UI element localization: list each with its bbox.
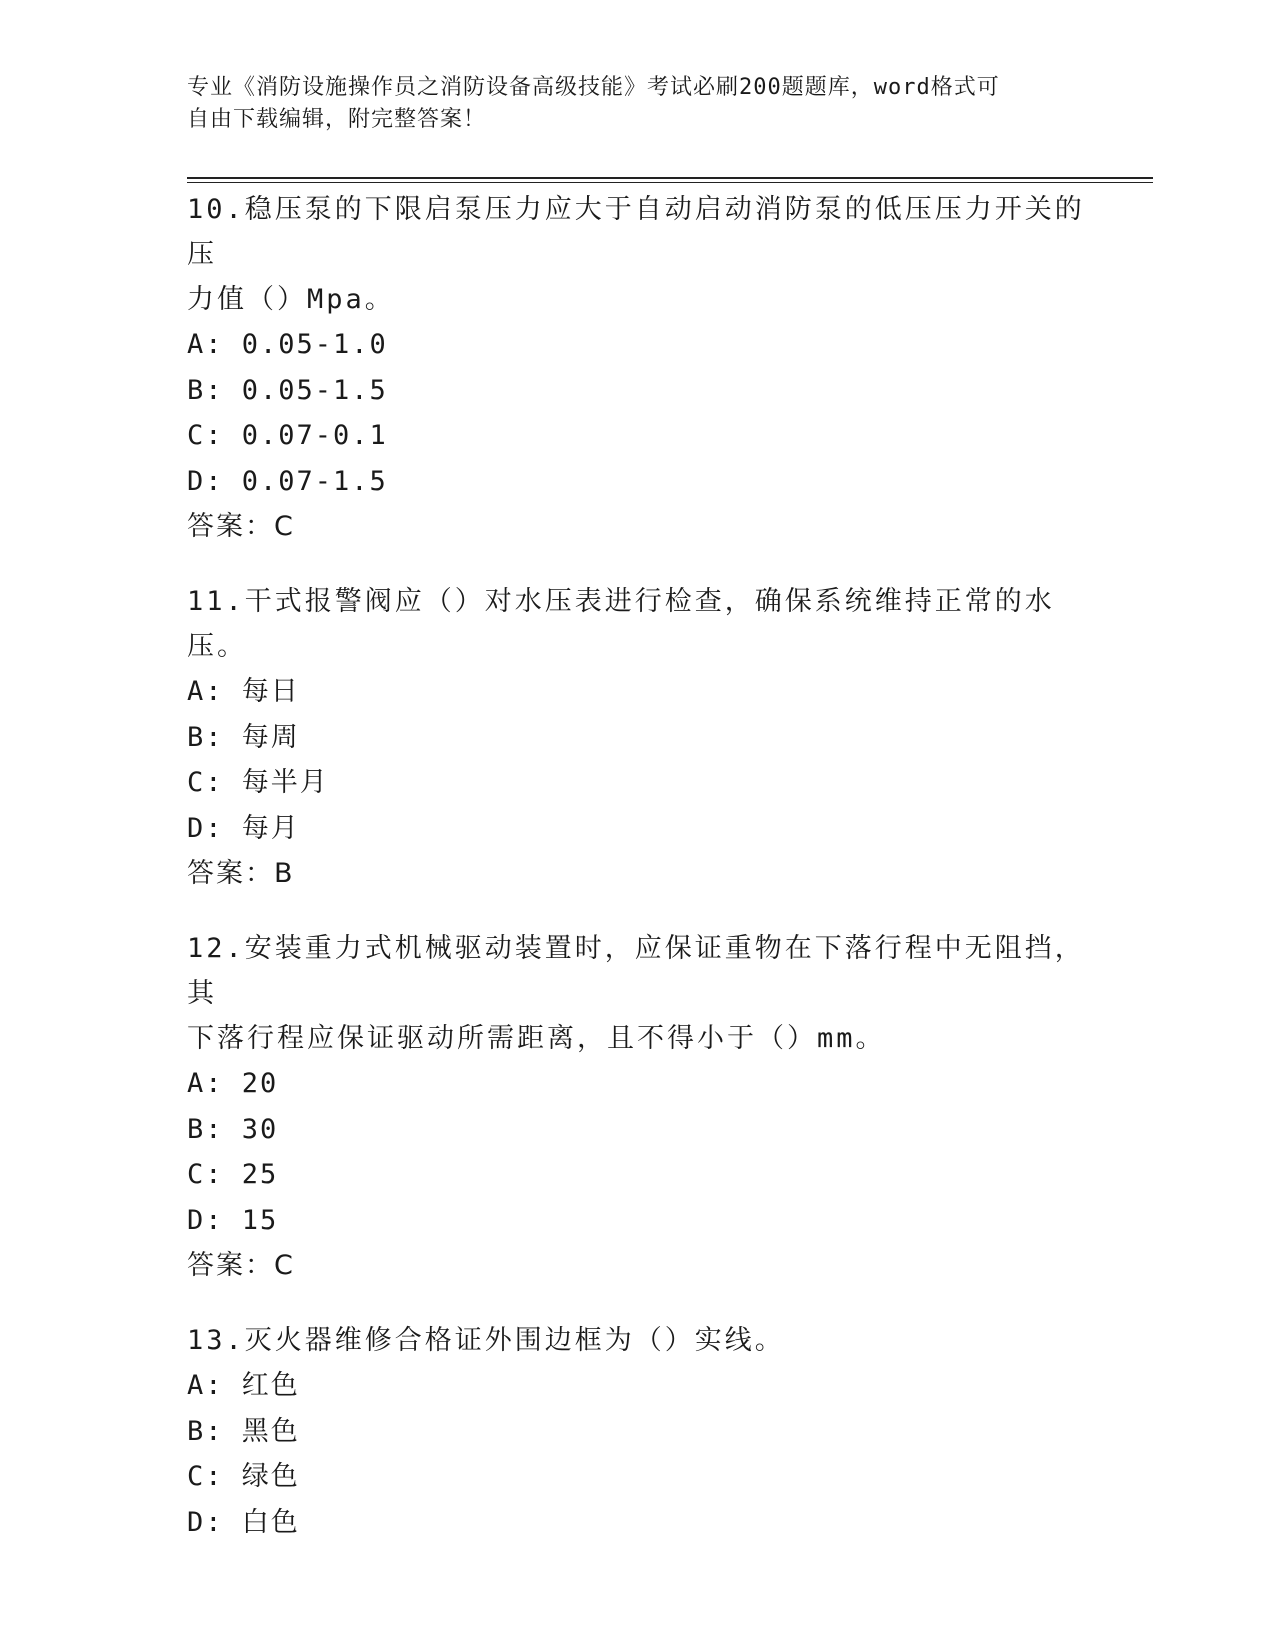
option-c: C: 0.07-0.1 xyxy=(187,420,388,451)
question-10 xyxy=(187,187,1087,549)
question-12 xyxy=(187,926,1087,1288)
option-d: D: 白色 xyxy=(187,1506,300,1538)
header-line-1: 专业《消防设施操作员之消防设备高级技能》考试必刷200题题库，word格式可 xyxy=(187,75,1000,100)
question-text-line: 11.干式报警阀应（）对水压表进行检查，确保系统维持正常的水压。 xyxy=(187,586,1055,662)
answer-label: 答案：C xyxy=(187,1250,295,1281)
question-text-line: 12.安装重力式机械驱动装置时，应保证重物在下落行程中无阻挡，其 xyxy=(187,933,1085,1009)
option-c: C: 25 xyxy=(187,1159,279,1190)
header-divider-thin xyxy=(187,182,1153,183)
question-text-line: 力值（）Mpa。 xyxy=(187,284,395,315)
question-text-line: 13.灭火器维修合格证外围边框为（）实线。 xyxy=(187,1325,785,1356)
option-b: B: 30 xyxy=(187,1113,279,1145)
answer-label: 答案：C xyxy=(187,511,295,542)
option-c: C: 绿色 xyxy=(187,1461,300,1492)
option-d: D: 每月 xyxy=(187,812,300,844)
question-text-line: 10.稳压泵的下限启泵压力应大于自动启动消防泵的低压压力开关的压 xyxy=(187,194,1085,270)
answer-label: 答案：B xyxy=(187,858,295,889)
option-a: A: 红色 xyxy=(187,1370,300,1401)
option-a: A: 每日 xyxy=(187,676,300,707)
document-header xyxy=(187,72,1067,136)
option-b: B: 0.05-1.5 xyxy=(187,374,388,406)
option-d: D: 15 xyxy=(187,1204,279,1236)
question-text-line: 下落行程应保证驱动所需距离，且不得小于（）mm。 xyxy=(187,1023,886,1054)
question-13 xyxy=(187,1318,1087,1545)
option-b: B: 黑色 xyxy=(187,1415,300,1447)
header-line-2: 自由下载编辑，附完整答案！ xyxy=(187,107,487,132)
header-divider-thick xyxy=(187,177,1153,179)
option-a: A: 20 xyxy=(187,1068,279,1099)
option-d: D: 0.07-1.5 xyxy=(187,465,388,497)
option-a: A: 0.05-1.0 xyxy=(187,329,388,360)
question-11 xyxy=(187,579,1087,896)
question-list xyxy=(187,187,1087,1575)
option-c: C: 每半月 xyxy=(187,767,329,798)
option-b: B: 每周 xyxy=(187,721,300,753)
